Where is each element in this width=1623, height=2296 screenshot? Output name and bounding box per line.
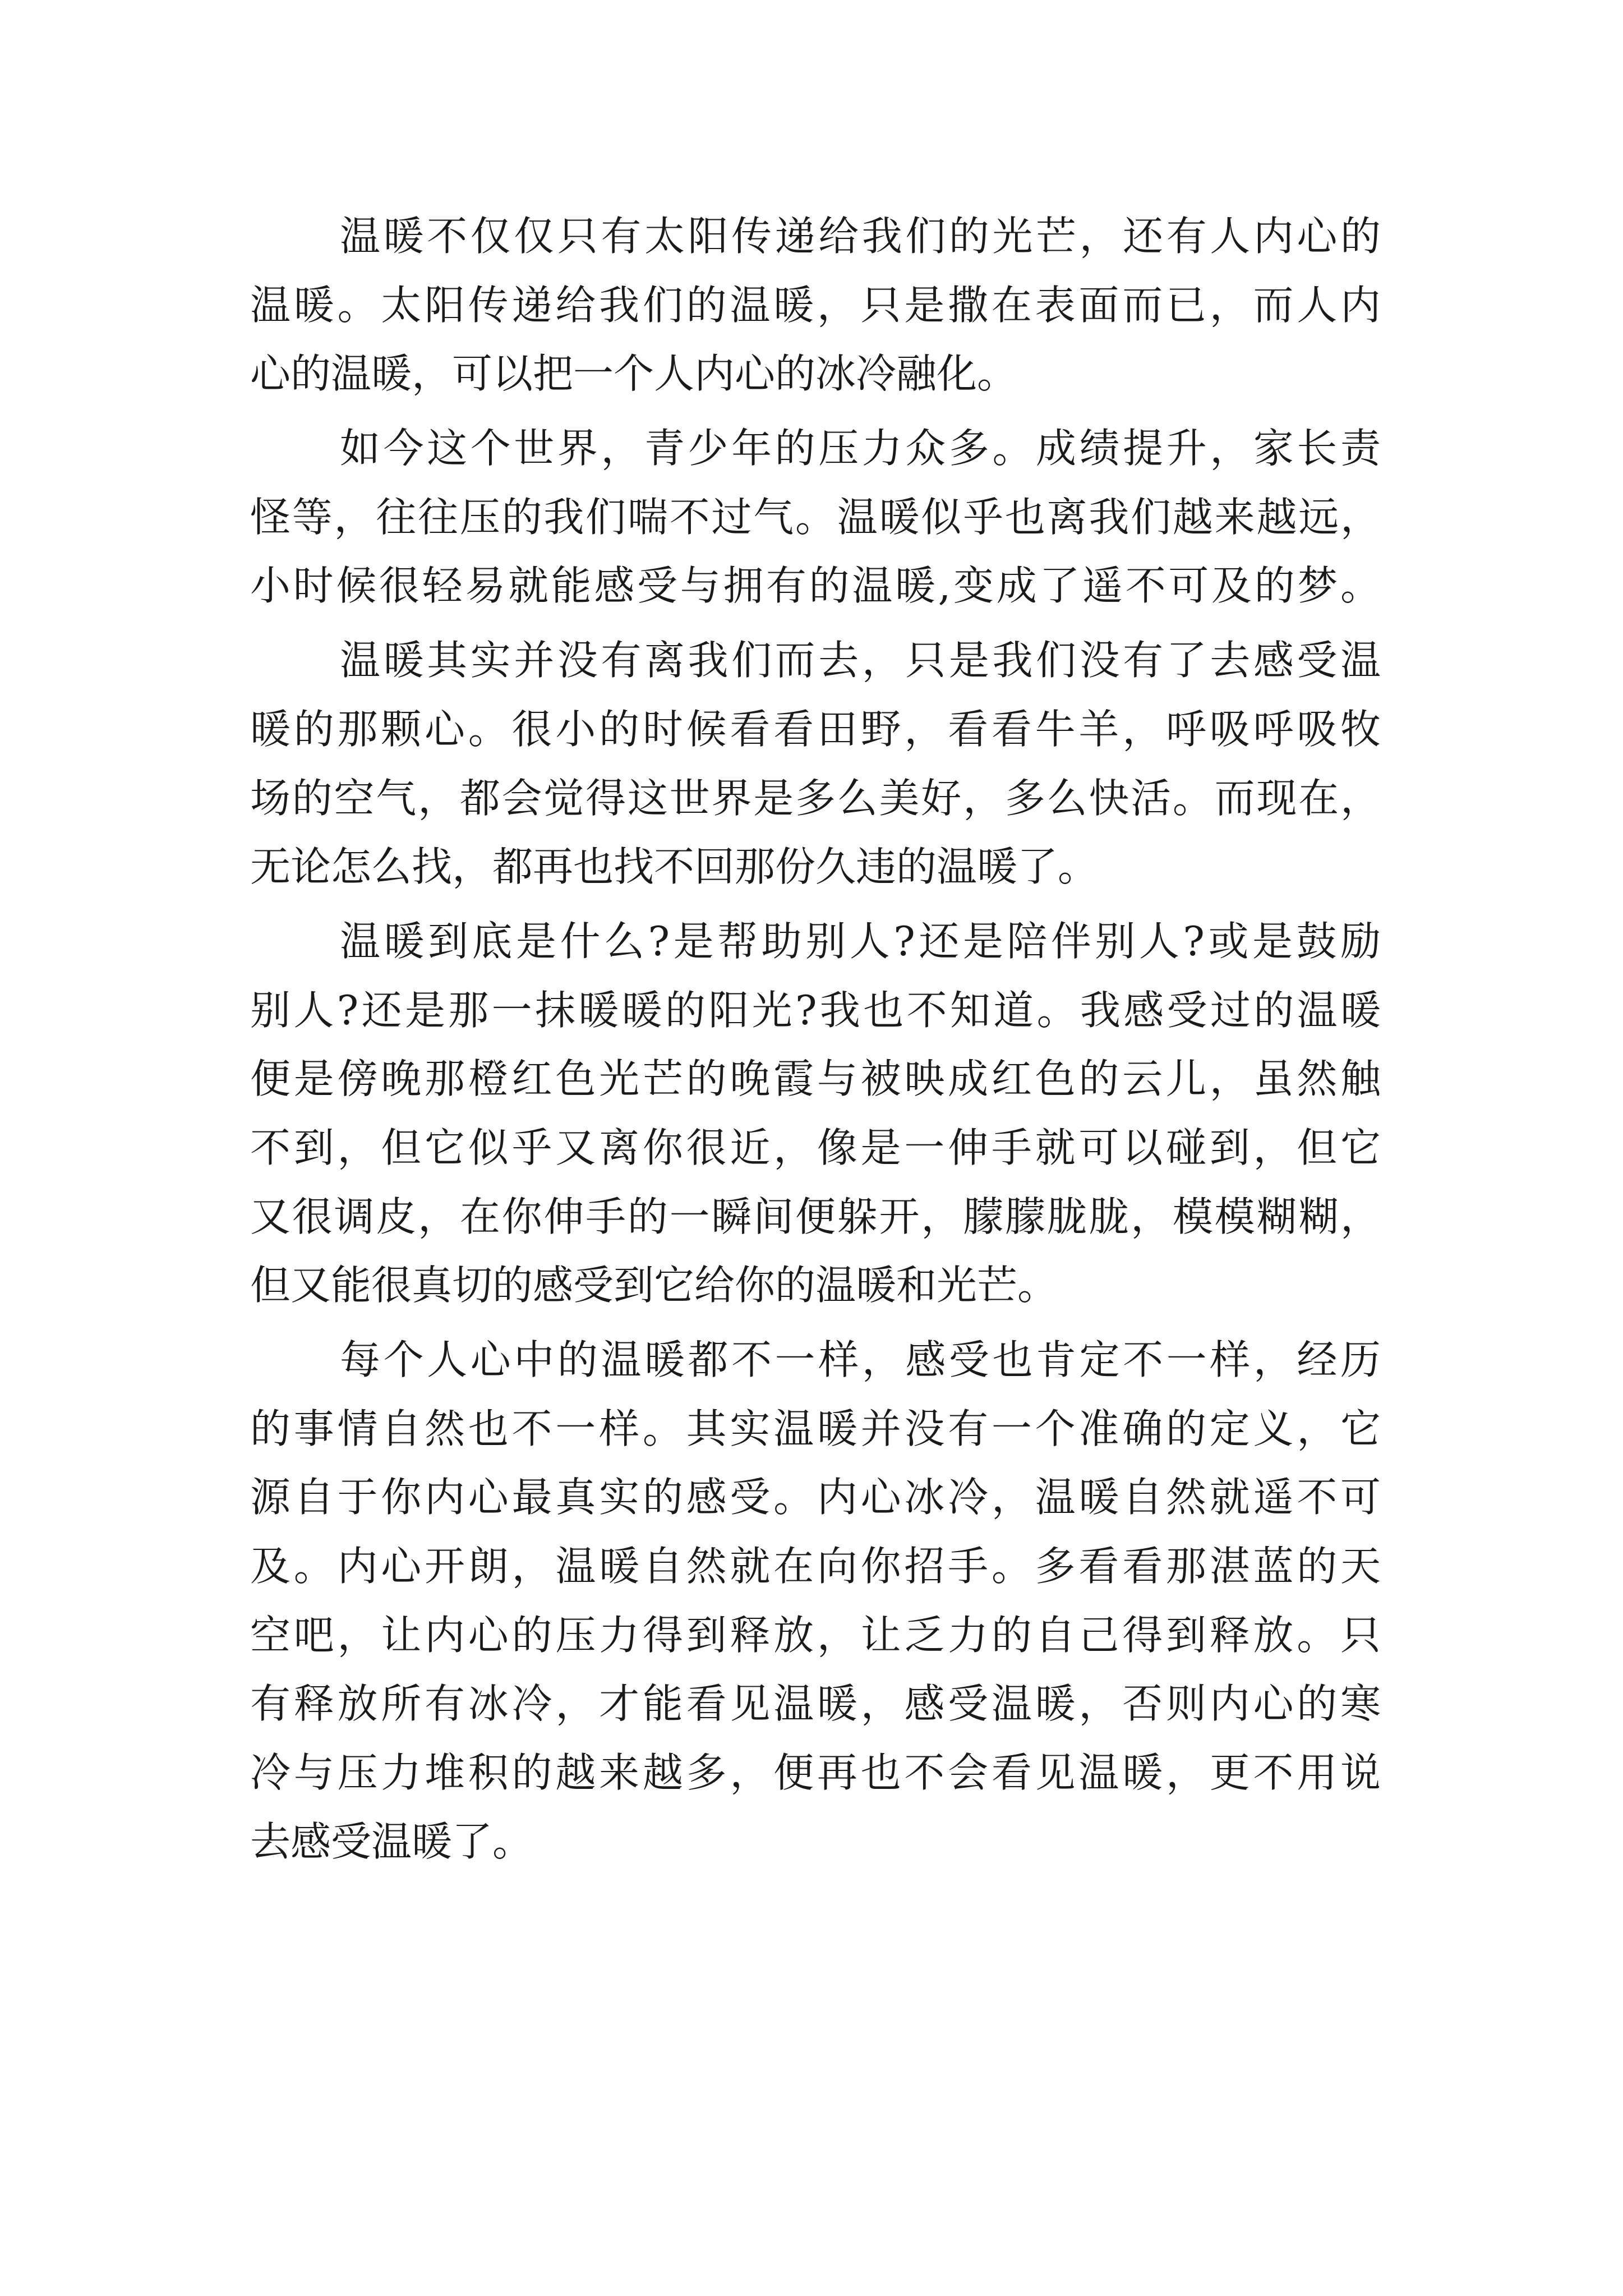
essay-body (250, 202, 1381, 1876)
paragraph (250, 414, 1381, 620)
text-line: 但又能很真切的感受到它给你的温暖和光芒。 (250, 1262, 1058, 1309)
text-line: 又很调皮，在你伸手的一瞬间便躲开，朦朦胧胧，模模糊糊， (250, 1193, 1381, 1240)
paragraph (250, 202, 1381, 408)
paragraph (250, 1326, 1381, 1876)
text-line: 温暖不仅仅只有太阳传递给我们的光芒，还有人内心的 (340, 213, 1381, 260)
text-line: 场的空气，都会觉得这世界是多么美好，多么快活。而现在， (250, 774, 1381, 822)
text-line: 空吧，让内心的压力得到释放，让乏力的自己得到释放。只 (250, 1611, 1381, 1659)
text-line: 温暖。太阳传递给我们的温暖，只是撒在表面而已，而人内 (250, 281, 1381, 329)
text-line: 不到，但它似乎又离你很近，像是一伸手就可以碰到，但它 (250, 1124, 1381, 1171)
text-line: 暖的那颗心。很小的时候看看田野，看看牛羊，呼吸呼吸牧 (250, 705, 1381, 753)
text-line: 别人?还是那一抹暖暖的阳光?我也不知道。我感受过的温暖 (250, 986, 1381, 1034)
text-line: 温暖到底是什么?是帮助别人?还是陪伴别人?或是鼓励 (340, 917, 1381, 965)
text-line: 温暖其实并没有离我们而去，只是我们没有了去感受温 (340, 637, 1381, 684)
paragraph (250, 907, 1381, 1320)
paragraph (250, 626, 1381, 901)
text-line: 的事情自然也不一样。其实温暖并没有一个准确的定义，它 (250, 1405, 1381, 1452)
text-line: 如今这个世界，青少年的压力众多。成绩提升，家长责 (340, 425, 1381, 472)
text-line: 怪等，往往压的我们喘不过气。温暖似乎也离我们越来越远， (250, 493, 1381, 541)
text-line: 去感受温暖了。 (250, 1818, 533, 1865)
text-line: 有释放所有冰冷，才能看见温暖，感受温暖，否则内心的寒 (250, 1680, 1381, 1728)
text-line: 每个人心中的温暖都不一样，感受也肯定不一样，经历 (340, 1336, 1381, 1383)
text-line: 便是傍晚那橙红色光芒的晚霞与被映成红色的云儿，虽然触 (250, 1055, 1381, 1103)
text-line: 冷与压力堆积的越来越多，便再也不会看见温暖，更不用说 (250, 1749, 1381, 1797)
text-line: 心的温暖，可以把一个人内心的冰冷融化。 (250, 350, 1018, 398)
text-line: 源自于你内心最真实的感受。内心冰冷，温暖自然就遥不可 (250, 1474, 1381, 1521)
text-line: 小时候很轻易就能感受与拥有的温暖,变成了遥不可及的梦。 (250, 562, 1381, 610)
text-line: 无论怎么找，都再也找不回那份久违的温暖了。 (250, 843, 1099, 891)
text-line: 及。内心开朗，温暖自然就在向你招手。多看看那湛蓝的天 (250, 1543, 1381, 1590)
